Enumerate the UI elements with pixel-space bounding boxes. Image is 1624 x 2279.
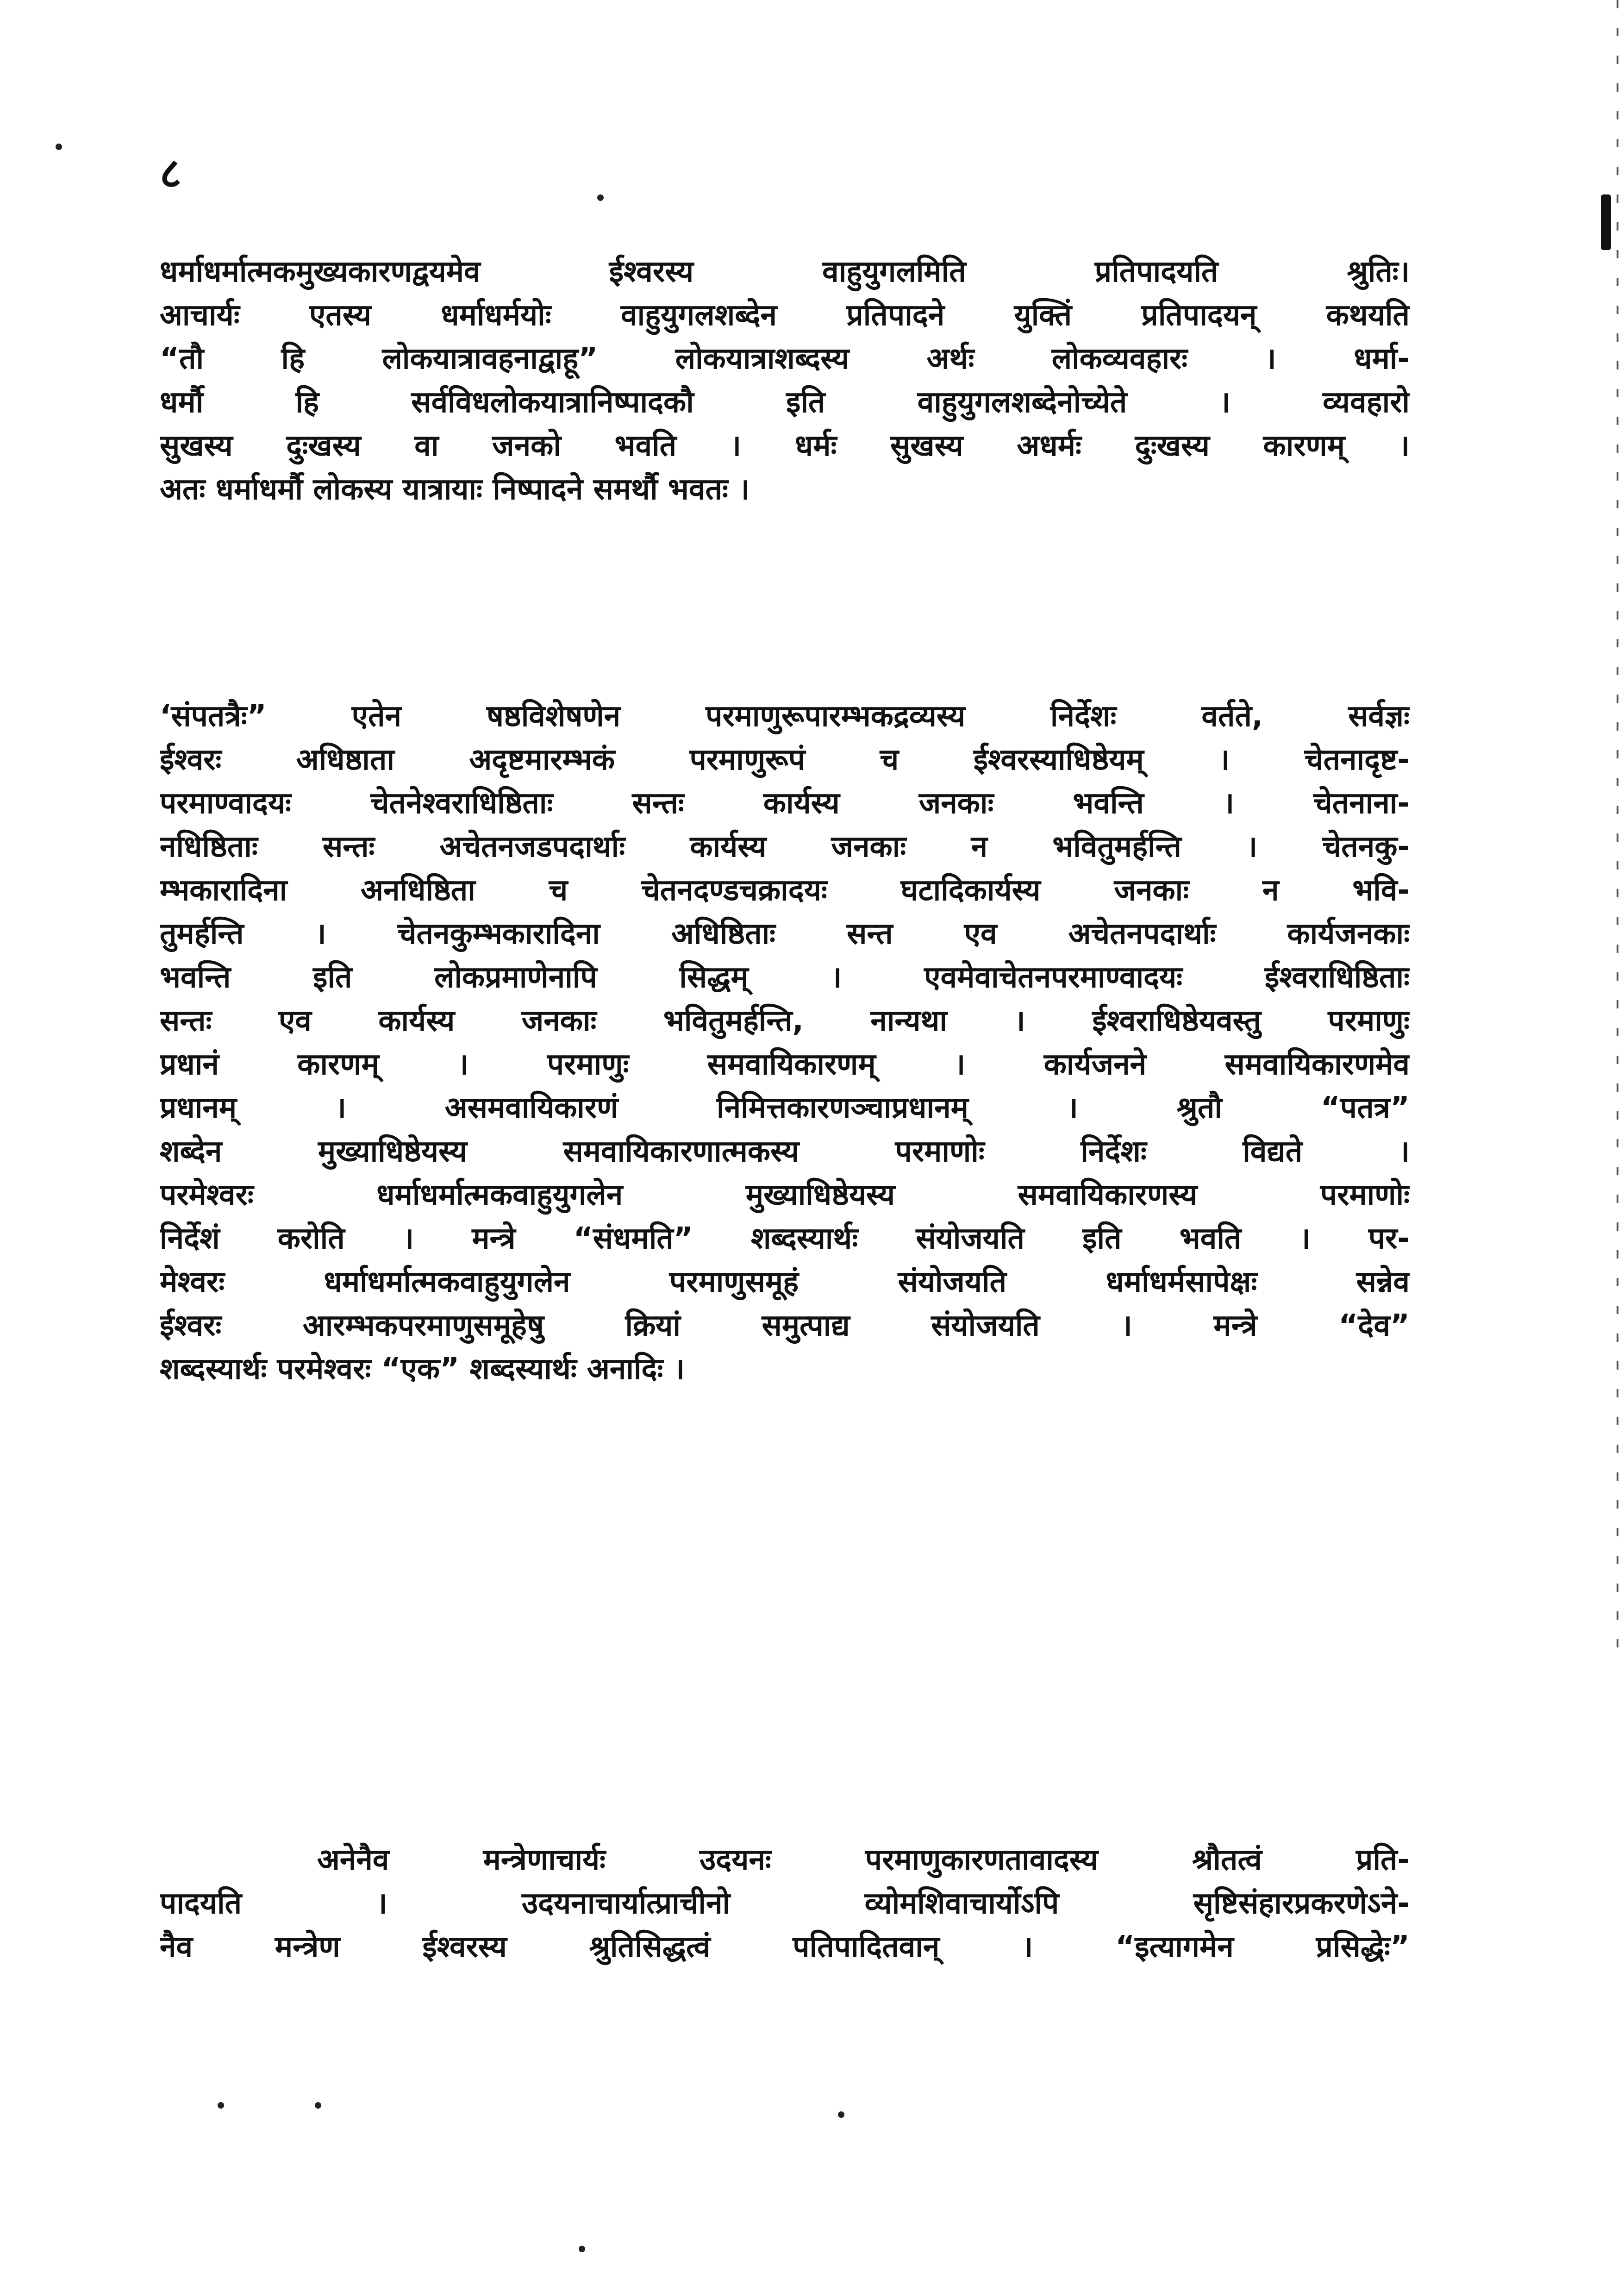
- text-line: म्भकारादिना अनधिष्ठिता च चेतनदण्डचक्रादयः घटादिकार्यस्य जनकाः न भवि-: [160, 873, 1410, 908]
- text-line: अनेनैव मन्त्रेणाचार्यः उदयनः परमाणुकारणतावादस्य श्रौतत्वं प्रति-: [317, 1843, 1410, 1877]
- text-line: शब्देन मुख्याधिष्ठेयस्य समवायिकारणात्मकस्य परमाणोः निर्देशः विद्यते ।: [160, 1134, 1410, 1169]
- text-line: धर्मौ हि सर्वविधलोकयात्रानिष्पादकौ इति वाहुयुगलशब्देनोच्येते । व्यवहारो: [160, 385, 1410, 419]
- text-line: अतः धर्माधर्मौ लोकस्य यात्रायाः निष्पादने समर्थौ भवतः ।: [160, 472, 750, 507]
- text-line: प्रधानं कारणम् । परमाणुः समवायिकारणम् । कार्यजनने समवायिकारणमेव: [160, 1047, 1410, 1082]
- text-line: प्रधानम् । असमवायिकारणं निमित्तकारणञ्चाप्रधानम् । श्रुतौ “पतत्र”: [160, 1091, 1410, 1125]
- text-line: सुखस्य दुःखस्य वा जनको भवति । धर्मः सुखस्य अधर्मः दुःखस्य कारणम् ।: [160, 429, 1410, 463]
- scan-speck: [315, 2102, 321, 2109]
- scan-speck: [218, 2102, 224, 2109]
- scan-speck: [56, 144, 62, 150]
- text-line: ईश्वरः आरम्भकपरमाणुसमूहेषु क्रियां समुत्पाद्य संयोजयति । मन्त्रे “देव”: [160, 1309, 1410, 1343]
- text-line: आचार्यः एतस्य धर्माधर्मयोः वाहुयुगलशब्देन प्रतिपादने युक्तिं प्रतिपादयन् कथयति: [160, 298, 1410, 332]
- paragraph-1: [160, 250, 1410, 511]
- text-line: मेश्वरः धर्माधर्मात्मकवाहुयुगलेन परमाणुसमूहं संयोजयति धर्माधर्मसापेक्षः सन्नेव: [160, 1265, 1410, 1299]
- text-line: धर्माधर्मात्मकमुख्यकारणद्वयमेव ईश्वरस्य वाहुयुगलमिति प्रतिपादयति श्रुतिः।: [160, 255, 1410, 289]
- scan-speck: [579, 2246, 585, 2252]
- text-line: “तौ हि लोकयात्रावहनाद्वाहू” लोकयात्राशब्दस्य अर्थः लोकव्यवहारः । धर्मा-: [160, 342, 1410, 376]
- text-line: परमाण्वादयः चेतनेश्वराधिष्ठिताः सन्तः कार्यस्य जनकाः भवन्ति । चेतनाना-: [160, 786, 1410, 820]
- scan-speck: [838, 2111, 844, 2118]
- text-line: ईश्वरः अधिष्ठाता अदृष्टमारम्भकं परमाणुरूपं च ईश्वरस्याधिष्ठेयम् । चेतनादृष्ट-: [160, 743, 1410, 777]
- text-line: नधिष्ठिताः सन्तः अचेतनजडपदार्थाः कार्यस्य जनकाः न भवितुमर्हन्ति । चेतनकु-: [160, 830, 1410, 864]
- text-line: शब्दस्यार्थः परमेश्वरः “एक” शब्दस्यार्थः अनादिः ।: [160, 1352, 685, 1386]
- paragraph-3: [160, 1838, 1410, 1969]
- page-edge-scan-line: [1617, 0, 1618, 1667]
- text-line: नैव मन्त्रेण ईश्वरस्य श्रुतिसिद्धत्वं पतिपादितवान् । “इत्यागमेन प्रसिद्धेः”: [160, 1930, 1410, 1964]
- text-line: सन्तः एव कार्यस्य जनकाः भवितुमर्हन्ति, नान्यथा । ईश्वराधिष्ठेयवस्तु परमाणुः: [160, 1004, 1410, 1038]
- paragraph-2: [160, 695, 1410, 1391]
- page-edge-scan-mark: [1601, 194, 1611, 250]
- page-number: ८: [160, 149, 181, 198]
- text-line: निर्देशं करोति । मन्त्रे “संधमति” शब्दस्यार्थः संयोजयति इति भवति । पर-: [160, 1221, 1410, 1256]
- text-line: तुमर्हन्ति । चेतनकुम्भकारादिना अधिष्ठिताः सन्त एव अचेतनपदार्थाः कार्यजनकाः: [160, 917, 1410, 951]
- text-line: परमेश्वरः धर्माधर्मात्मकवाहुयुगलेन मुख्याधिष्ठेयस्य समवायिकारणस्य परमाणोः: [160, 1178, 1410, 1212]
- text-line: ‘संपतत्रैः” एतेन षष्ठविशेषणेन परमाणुरूपारम्भकद्रव्यस्य निर्देशः वर्तते, सर्वज्ञः: [160, 699, 1410, 733]
- scan-speck: [597, 194, 604, 201]
- text-line: भवन्ति इति लोकप्रमाणेनापि सिद्धम् । एवमेवाचेतनपरमाण्वादयः ईश्वराधिष्ठिताः: [160, 960, 1410, 995]
- text-line: पादयति । उदयनाचार्यात्प्राचीनो व्योमशिवाचार्योऽपि सृष्टिसंहारप्रकरणेऽने-: [160, 1886, 1410, 1921]
